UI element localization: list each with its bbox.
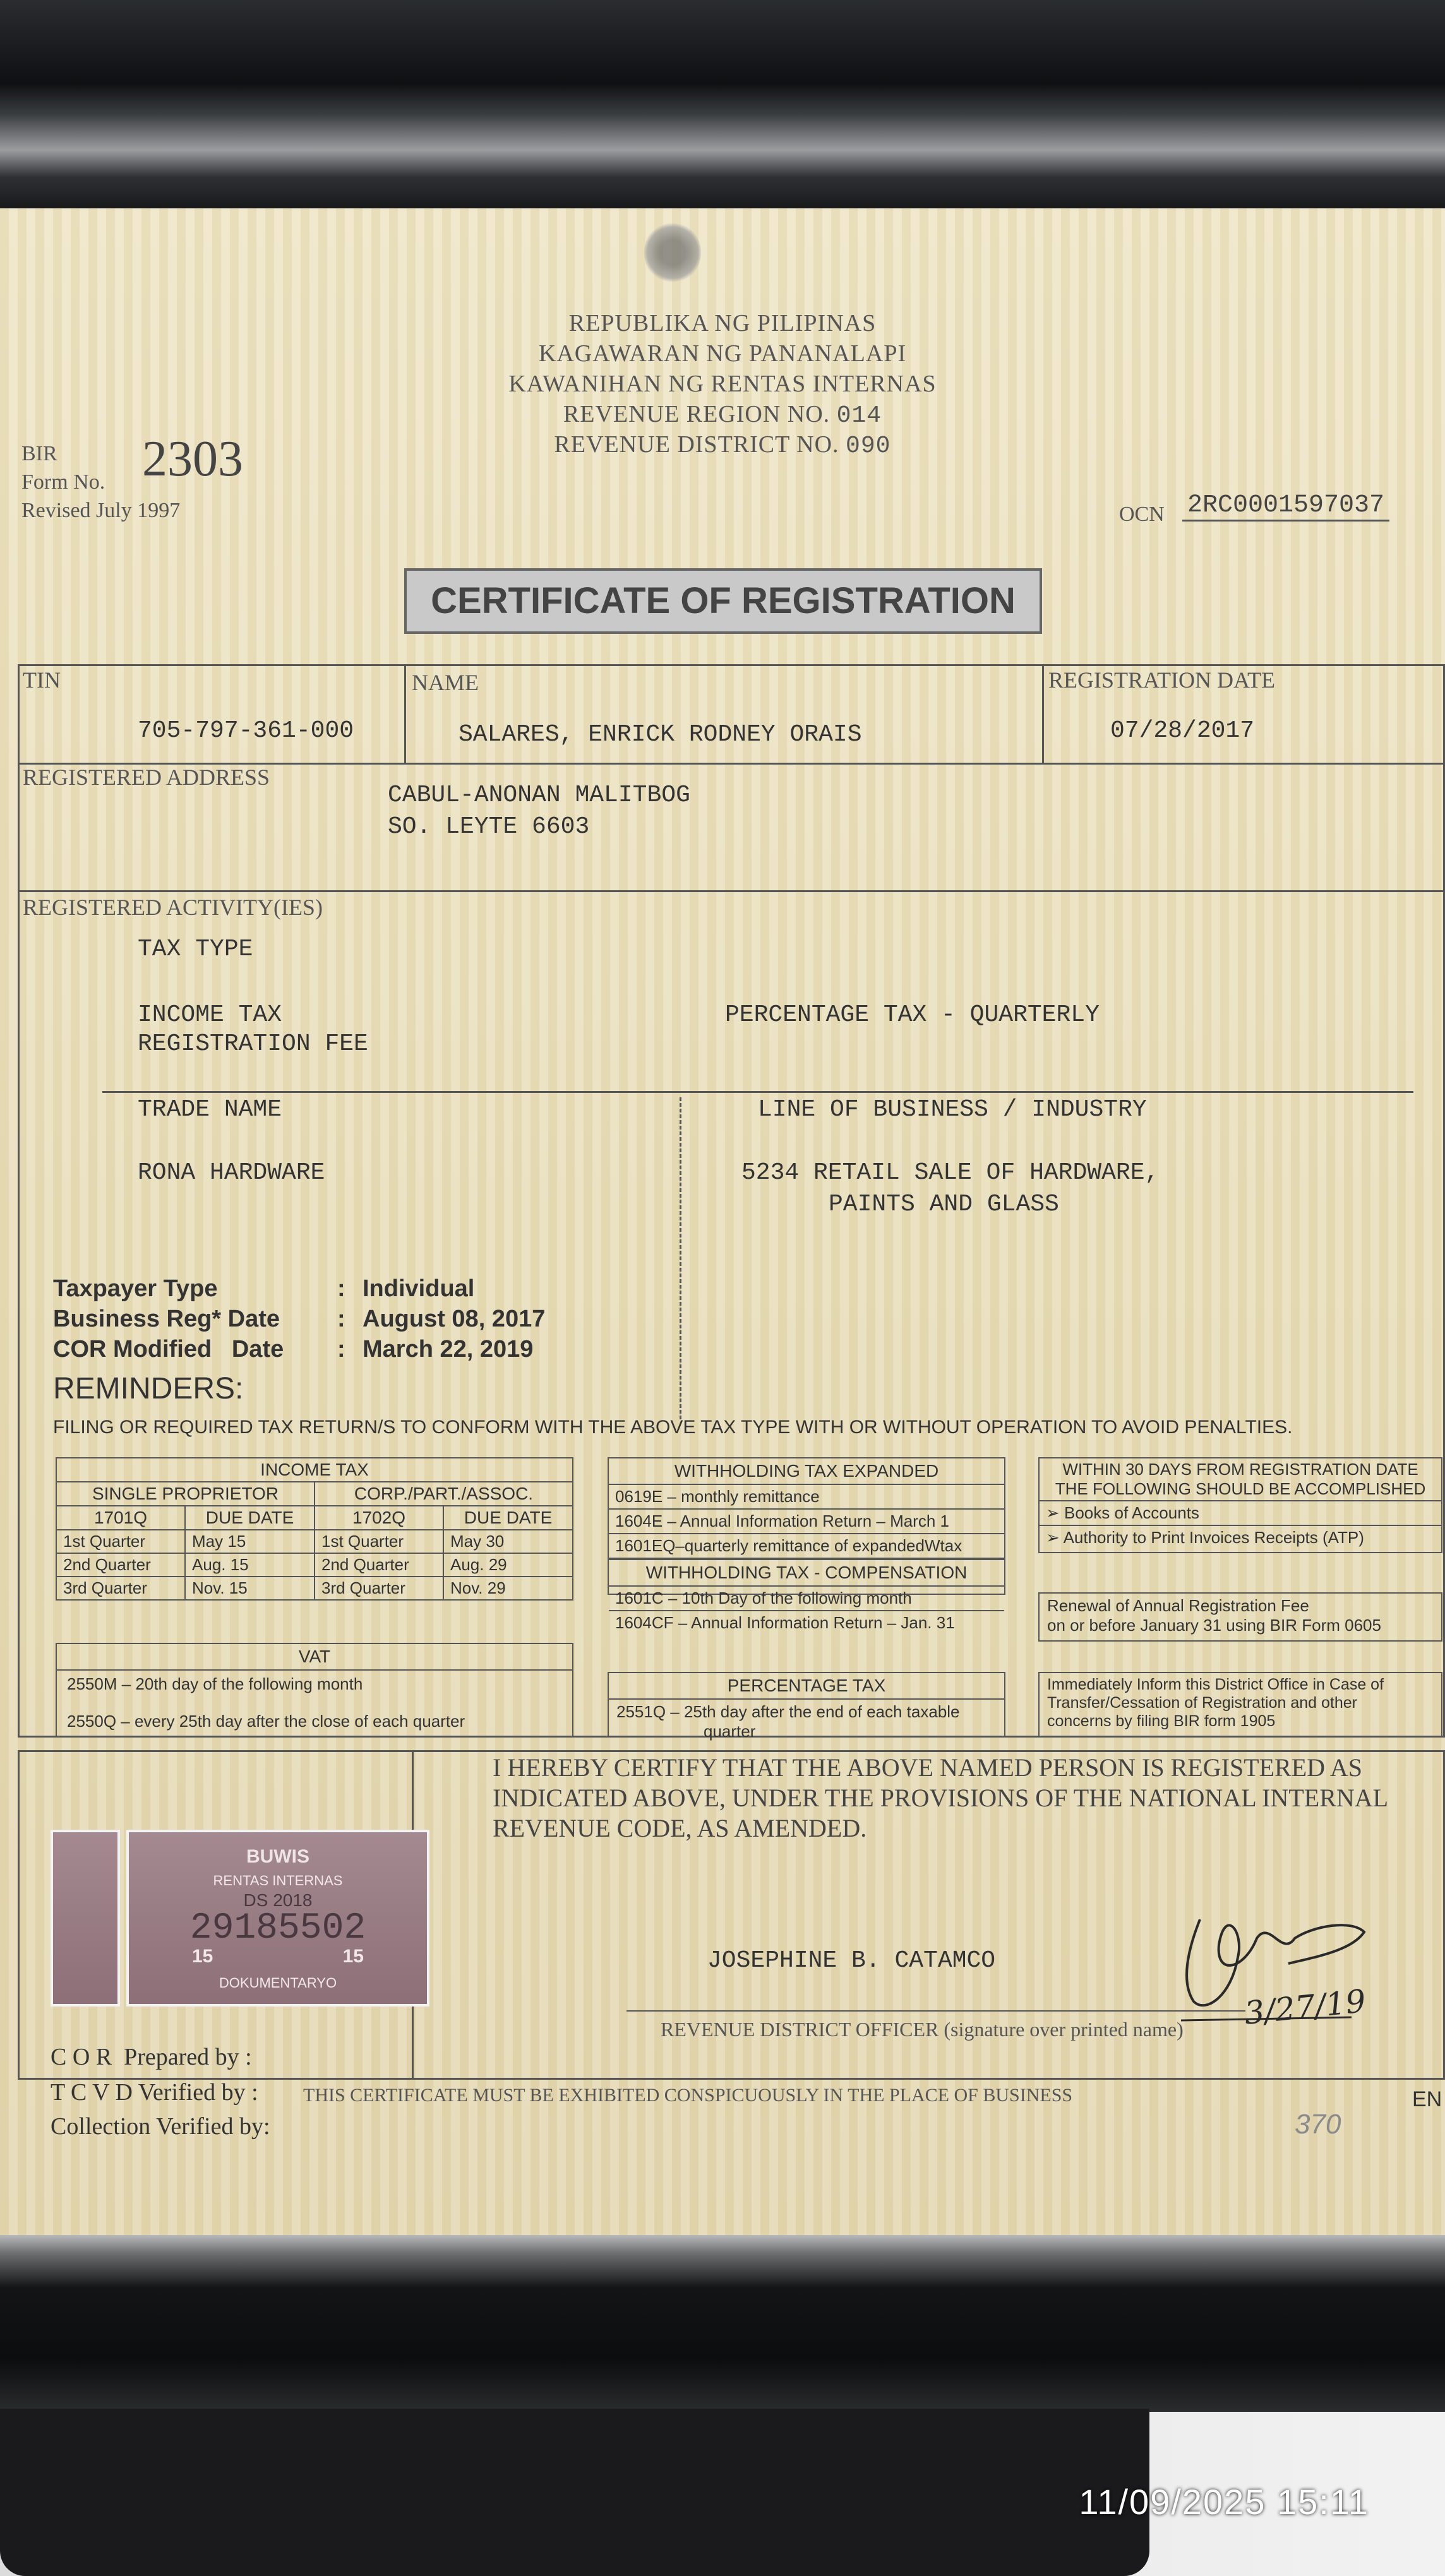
table-row: 1st Quarter May 15 1st Quarter May 30 (56, 1530, 573, 1553)
trade-name-label: TRADE NAME (138, 1096, 282, 1123)
bir-seal-icon (644, 221, 701, 284)
table-row: 3rd Quarter Nov. 15 3rd Quarter Nov. 29 (56, 1577, 573, 1600)
certificate-title: CERTIFICATE OF REGISTRATION (404, 568, 1042, 634)
bir-label: BIR (21, 442, 57, 465)
income-tax-table: INCOME TAX SINGLE PROPRIETOR CORP./PART./ASSOC. 1701Q DUE DATE 1702Q DUE DATE 1st Quarter May 15 1st Quarter May 30 2nd Quarter Aug. 15 2nd Quarter Aug. 29 3rd Quarter Nov. 15 3rd Quarter Nov. 29 (56, 1457, 573, 1601)
cor-modified-label: COR Modified Date (53, 1336, 284, 1363)
address-line2: SO. LEYTE 6603 (388, 813, 590, 840)
certify-line3: REVENUE CODE, AS AMENDED. (493, 1814, 867, 1842)
header-kawanihan: KAWANIHAN NG RENTAS INTERNAS (508, 371, 937, 397)
documentary-stamp: BUWIS RENTAS INTERNAS DS 2018 29185502 15 15 DOKUMENTARYO (126, 1830, 429, 2007)
lob-line2: PAINTS AND GLASS (829, 1191, 1059, 1218)
lob-line1: 5234 RETAIL SALE OF HARDWARE, (741, 1159, 1160, 1186)
tax-registration-fee: REGISTRATION FEE (138, 1030, 368, 1058)
reminders-title: REMINDERS: (53, 1372, 244, 1405)
activities-label: REGISTERED ACTIVITY(IES) (23, 895, 323, 920)
registration-date-value: 07/28/2017 (1110, 717, 1255, 744)
tax-percentage: PERCENTAGE TAX - QUARTERLY (725, 1001, 1100, 1029)
filing-note: FILING OR REQUIRED TAX RETURN/S TO CONFORM WITH THE ABOVE TAX TYPE WITH OR WITHOUT OPERATION TO AVOID PENALTIES. (53, 1417, 1293, 1438)
withholding-expanded-box: WITHHOLDING TAX EXPANDED 0619E – monthly remittance 1604E – Annual Information Return – March 1 1601EQ–quarterly remittance of expandedWtax WITHHOLDING TAX - COMPENSATION 1601C – 10th Day of the following month 1604CF – Annual Information Return – Jan. 31 (608, 1457, 1005, 1595)
lob-label: LINE OF BUSINESS / INDUSTRY (758, 1096, 1147, 1123)
registration-date-label: REGISTRATION DATE (1048, 667, 1275, 693)
form-number: 2303 (142, 431, 243, 487)
header-republika: REPUBLIKA NG PILIPINAS (568, 310, 877, 337)
header-region: REVENUE REGION NO. 014 (563, 401, 882, 429)
address-label: REGISTERED ADDRESS (23, 765, 270, 790)
tax-income: INCOME TAX (138, 1001, 282, 1029)
vat-box: VAT 2550M – 20th day of the following month 2550Q – every 25th day after the close of each quarter (56, 1643, 573, 1738)
renewal-box: Renewal of Annual Registration Fee on or before January 31 using BIR Form 0605 (1038, 1592, 1442, 1642)
frame-top (0, 0, 1445, 208)
dark-fabric (0, 2409, 1149, 2576)
business-reg-value: August 08, 2017 (363, 1306, 546, 1332)
certify-line2: INDICATED ABOVE, UNDER THE PROVISIONS OF THE NATIONAL INTERNAL (493, 1784, 1389, 1812)
taxpayer-type-label: Taxpayer Type (53, 1275, 218, 1302)
photo-timestamp: 11/09/2025 15:11 (1079, 2482, 1369, 2522)
trade-name-value: RONA HARDWARE (138, 1159, 325, 1186)
officer-name: JOSEPHINE B. CATAMCO (707, 1947, 996, 1974)
header-district: REVENUE DISTRICT NO. 090 (554, 431, 891, 460)
percentage-tax-box: PERCENTAGE TAX 2551Q – 25th day after the end of each taxable quarter (608, 1672, 1005, 1738)
header-kagawaran: KAGAWARAN NG PANANALAPI (538, 340, 907, 367)
table-row: 2nd Quarter Aug. 15 2nd Quarter Aug. 29 (56, 1553, 573, 1577)
tin-label: TIN (23, 667, 61, 693)
frame-bottom (0, 2235, 1445, 2412)
taxpayer-type-value: Individual (363, 1275, 475, 1302)
address-line1: CABUL-ANONAN MALITBOG (388, 782, 690, 809)
name-value: SALARES, ENRICK RODNEY ORAIS (459, 721, 862, 748)
name-label: NAME (412, 670, 479, 695)
edge-text: EN (1412, 2087, 1442, 2111)
signed-date: 3/27/19 (1242, 1983, 1368, 2032)
within-30-days-box: WITHIN 30 DAYS FROM REGISTRATION DATE THE FOLLOWING SHOULD BE ACCOMPLISHED ➢ Books of Accounts ➢ Authority to Print Invoices Receipts (ATP) (1038, 1457, 1442, 1553)
tin-value: 705-797-361-000 (138, 717, 354, 744)
business-reg-label: Business Reg* Date (53, 1306, 280, 1332)
cor-prepared-by: C O R Prepared by : (51, 2044, 252, 2070)
collection-verified-by: Collection Verified by: (51, 2113, 270, 2140)
revised-label: Revised July 1997 (21, 499, 181, 522)
documentary-stamp-side (51, 1830, 120, 2007)
officer-title: REVENUE DISTRICT OFFICER (signature over printed name) (661, 2018, 1184, 2041)
certificate-paper: REPUBLIKA NG PILIPINAS KAGAWARAN NG PANANALAPI KAWANIHAN NG RENTAS INTERNAS REVENUE REGION NO. 014 REVENUE DISTRICT NO. 090 BIR Form No. 2303 Revised July 1997 OCN 2RC0001597037 CERTIFICATE OF REGISTRATION TIN 705-797-361-000 NAME SALARES, ENRICK RODNEY ORAIS REGISTRATION DATE 07/28/2017 REGISTERED ADDRESS CABUL-ANONAN MALITBOG SO. LEYTE 6603 REGISTERED ACTIVITY(IES) TAX TYPE INCOME TAX REGISTRATION FEE PERCENTAGE TAX - QUARTERLY TRADE NAME RONA HARDWARE LINE OF BUSINESS / INDUSTRY 5234 RETAIL SALE OF HARDWARE, PAINTS AND GLASS Taxpayer Type : Individual Business Reg* Date : August 08, 2017 COR Modified Date : March 22, 2019 REMINDERS: FILING OR REQUIRED TAX RETURN/S TO CONFORM WITH THE ABOVE TAX TYPE WITH OR WITHOUT OPERATION TO AVOID PENALTIES. INCOME TAX SINGLE PROPRIETOR CORP./PART./ASSOC. 1701Q DUE DATE 1702Q DUE DATE 1st Quarter May 15 1st Quarter May 30 2nd Quarter Aug. 15 2nd Quarter Aug. 29 3rd Quarter Nov. 15 3rd Quarter Nov. 29 WITHHOLDING TAX EXPANDED 0619E – monthly remittance 1604E – Annual Information Return – March 1 1601EQ–quarterly remittance of expandedWtax WITHHOLDING TAX - COMPENSATION 1601C – 10th Day of the following month 1604CF – Annual Information Return – Jan. 31 WITHIN 30 DAYS FROM REGISTRATION DATE THE FOLLOWING SHOULD BE ACCOMPLISHED ➢ Books of Accounts ➢ Authority to Print Invoices Receipts (ATP) Renewal of Annual Registration Fee on or before January 31 using BIR Form 0605 VAT 2550M – 20th day of the following month 2550Q – every 25th day after the close of each quarter PERCENTAGE TAX 2551Q – 25th day after the end of each taxable quarter Immediately Inform this District Office in Case of Transfer/Cessation of Registration and other concerns by filing BIR form 1905 I HEREBY CERTIFY THAT THE ABOVE NAMED PERSON IS REGISTERED AS INDICATED ABOVE, UNDER THE PROVISIONS OF THE NATIONAL INTERNAL REVENUE CODE, AS AMENDED. JOSEPHINE B. CATAMCO 3/27/19 REVENUE DISTRICT OFFICER (signature over printed name) BUWIS RENTAS INTERNAS DS 2018 29185502 15 15 DOKUMENTARYO C O R Prepared by : T C V D Verified by : THIS CERTIFICATE MUST BE EXHIBITED CONSPICUOUSLY IN THE PLACE OF BUSINESS Collection Verified by: 370 EN (0, 208, 1445, 2238)
certify-line1: I HEREBY CERTIFY THAT THE ABOVE NAMED PERSON IS REGISTERED AS (493, 1753, 1362, 1782)
tcvd-verified-by: T C V D Verified by : (51, 2079, 258, 2106)
tax-type-label: TAX TYPE (138, 936, 253, 963)
cor-modified-value: March 22, 2019 (363, 1336, 534, 1363)
exhibit-note: THIS CERTIFICATE MUST BE EXHIBITED CONSPICUOUSLY IN THE PLACE OF BUSINESS (303, 2085, 1073, 2106)
form-no-label: Form No. (21, 470, 105, 494)
ocn-label: OCN (1119, 503, 1165, 526)
handwritten-note: 370 (1295, 2109, 1341, 2140)
ocn-value: 2RC0001597037 (1182, 491, 1389, 522)
inform-box: Immediately Inform this District Office in Case of Transfer/Cessation of Registration and other concerns by filing BIR form 1905 (1038, 1672, 1442, 1738)
